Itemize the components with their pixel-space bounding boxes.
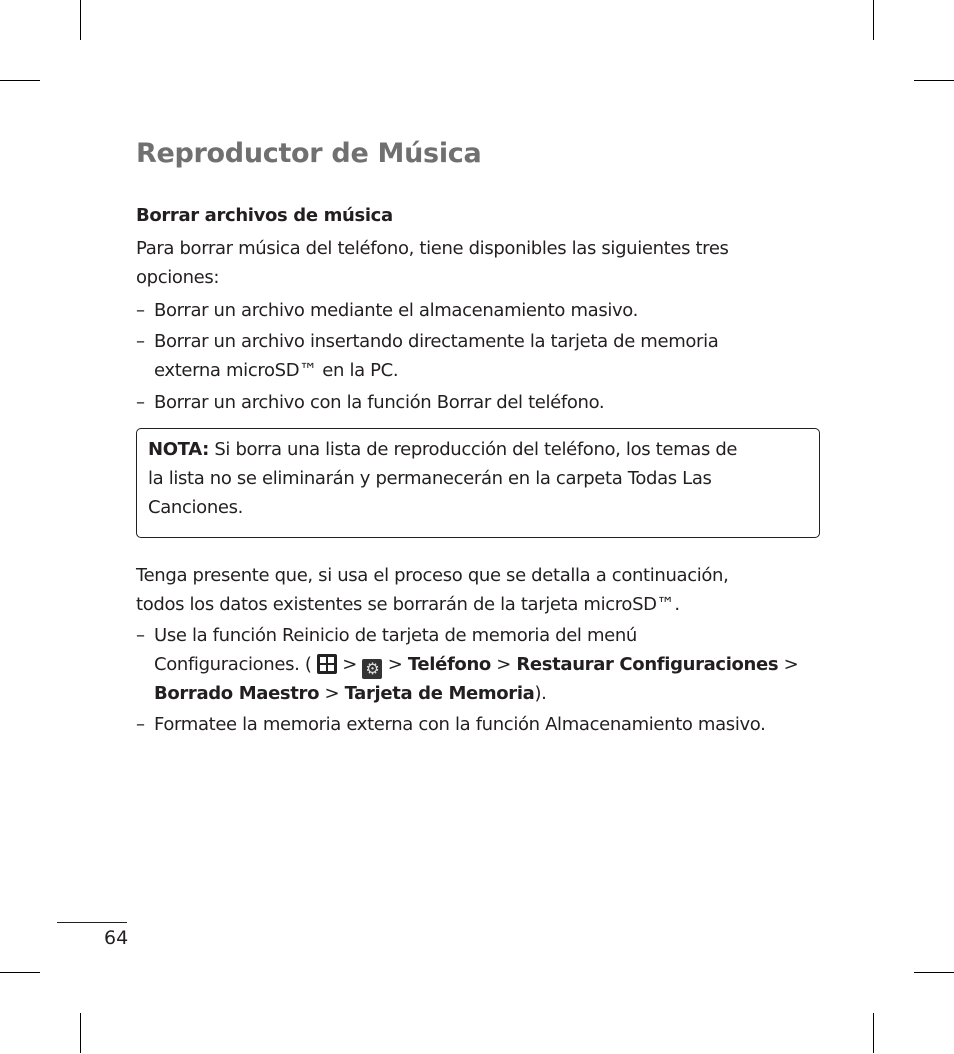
note-text: Si borra una lista de reproducción del teléfono, los temas de [208, 439, 738, 460]
separator: > [382, 654, 408, 675]
note-line [148, 439, 737, 461]
apps-icon [317, 654, 337, 674]
paragraph-line: todos los datos existentes se borrarán de la tarjeta microSD™. [136, 594, 680, 615]
intro-line: opciones: [136, 267, 220, 288]
page-title: Reproductor de Música [136, 138, 482, 169]
bullet-text: Borrar un archivo insertando directamente la tarjeta de memoria [154, 331, 719, 352]
menu-path-telefono: Teléfono [407, 654, 491, 675]
crop-mark [0, 972, 40, 973]
crop-mark [80, 1013, 81, 1053]
paragraph-line: Tenga presente que, si usa el proceso que se detalla a continuación, [136, 565, 729, 586]
bullet-dash: – [136, 714, 145, 735]
menu-path-restaurar: Restaurar Configuraciones [516, 654, 779, 675]
crop-mark [873, 0, 874, 40]
settings-gear-icon: ⚙ [362, 659, 382, 679]
separator: > [778, 654, 799, 675]
text: ). [534, 683, 547, 704]
bullet-text [154, 654, 798, 679]
bullet-dash: – [136, 625, 145, 646]
bullet-text [154, 683, 547, 705]
bullet-text: externa microSD™ en la PC. [154, 360, 399, 381]
separator: > [490, 654, 517, 675]
section-heading: Borrar archivos de música [136, 205, 393, 226]
crop-mark [914, 972, 954, 973]
crop-mark [914, 80, 954, 81]
note-label: NOTA: [148, 439, 209, 460]
bullet-text: Borrar un archivo con la función Borrar del teléfono. [154, 392, 605, 413]
page-number: 64 [104, 927, 129, 949]
note-line: la lista no se eliminarán y permanecerán en la carpeta Todas Las [148, 468, 712, 489]
bullet-text: Formatee la memoria externa con la función Almacenamiento masivo. [154, 714, 766, 735]
bullet-dash: – [136, 300, 145, 321]
text: Configuraciones. ( [154, 654, 317, 675]
separator: > [336, 654, 363, 675]
footer-rule [57, 922, 127, 923]
bullet-text: Use la función Reinicio de tarjeta de memoria del menú [154, 625, 637, 646]
bullet-dash: – [136, 331, 145, 352]
bullet-text: Borrar un archivo mediante el almacenamiento masivo. [154, 300, 639, 321]
crop-mark [0, 80, 40, 81]
intro-line: Para borrar música del teléfono, tiene disponibles las siguientes tres [136, 238, 729, 259]
separator: > [319, 683, 345, 704]
crop-mark [80, 0, 81, 40]
crop-mark [873, 1013, 874, 1053]
bullet-dash: – [136, 392, 145, 413]
note-line: Canciones. [148, 497, 243, 518]
menu-path-tarjeta: Tarjeta de Memoria [344, 683, 535, 704]
menu-path-borrado: Borrado Maestro [154, 683, 320, 704]
